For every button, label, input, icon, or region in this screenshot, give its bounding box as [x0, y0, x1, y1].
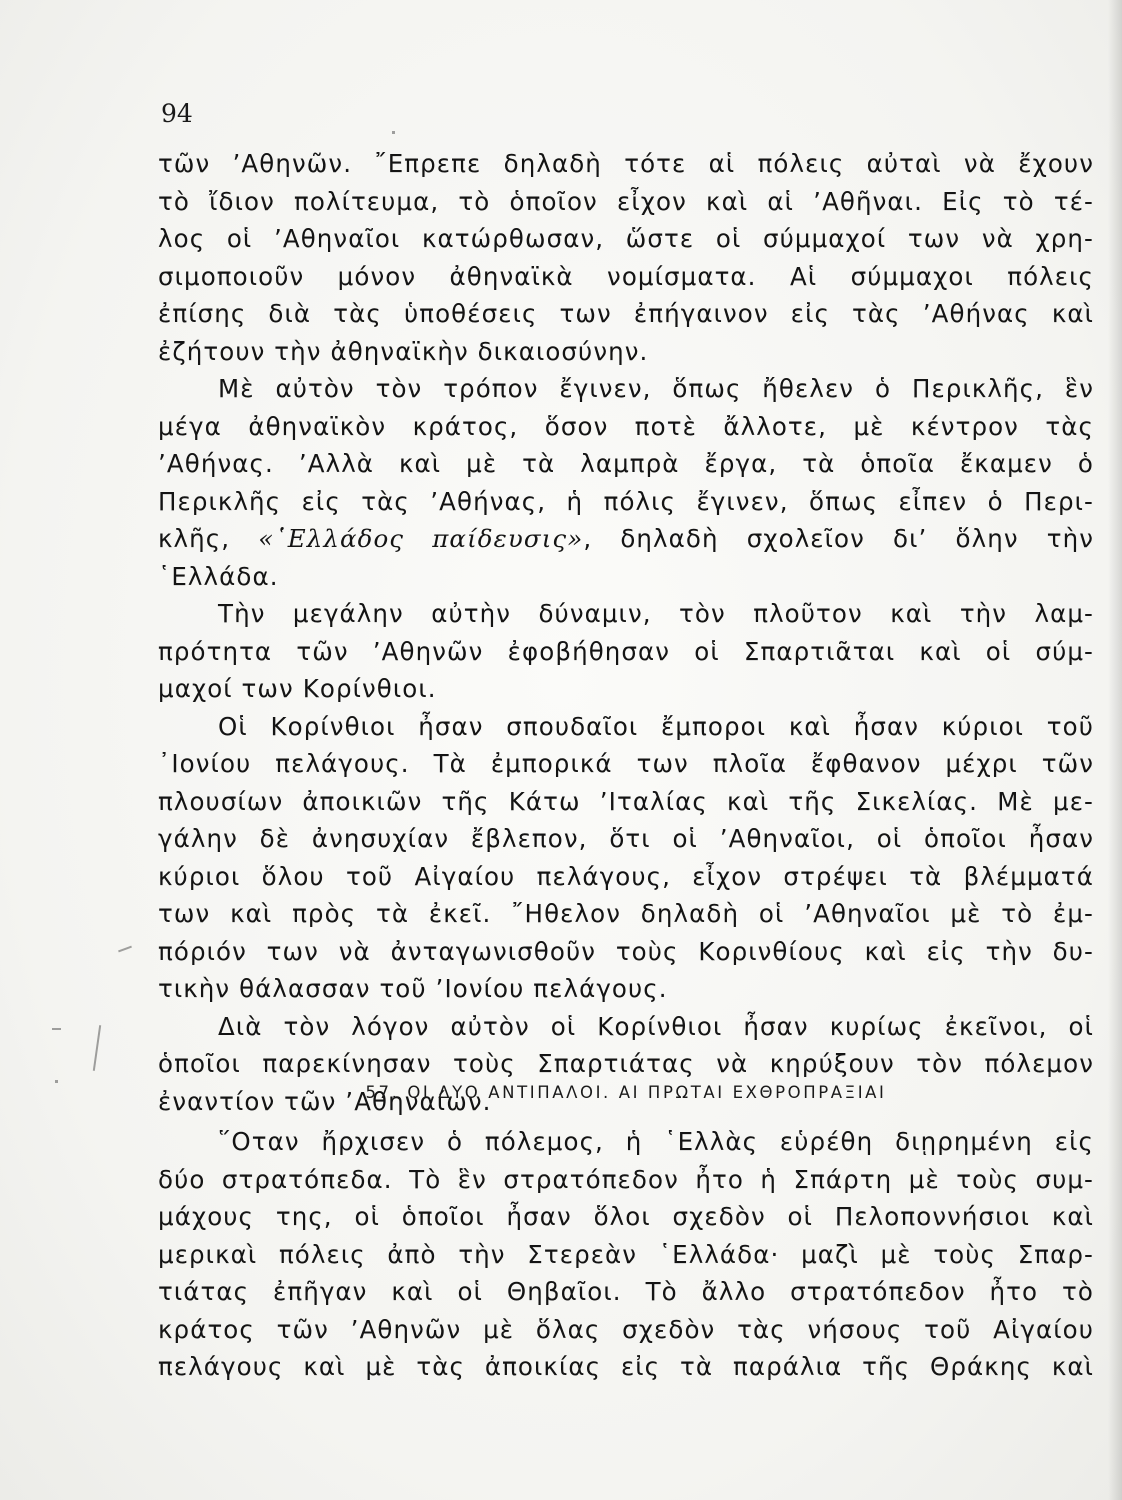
text-line: ὁποῖοι παρεκίνησαν τοὺς Σπαρτιάτας νὰ κηρύξουν τὸν πόλεμον — [158, 1049, 1094, 1078]
text-line: ῞Οταν ἤρχισεν ὁ πόλεμος, ἡ ῾Ελλὰς εὑρέθη διῃρημένη εἰς — [218, 1127, 1094, 1156]
text-line: ἐζήτουν τὴν ἀθηναϊκὴν δικαιοσύνην. — [158, 336, 649, 366]
text-line: των καὶ πρὸς τὰ ἐκεῖ. ῎Ηθελον δηλαδὴ οἱ ’Αθηναῖοι μὲ τὸ ἐμ- — [158, 899, 1094, 928]
text-line: τιάτας ἐπῆγαν καὶ οἱ Θηβαῖοι. Τὸ ἄλλο στρατόπεδον ἦτο τὸ — [158, 1277, 1094, 1306]
text-line: μάχους της, οἱ ὁποῖοι ἦσαν ὅλοι σχεδὸν οἱ Πελοποννήσιοι καὶ — [158, 1202, 1094, 1231]
text-line-with-quote — [158, 520, 1094, 558]
scan-speck — [93, 1025, 101, 1071]
text-line: τὸ ἴδιον πολίτευμα, τὸ ὁποῖον εἶχον καὶ αἱ ’Αθῆναι. Εἰς τὸ τέ- — [158, 186, 1094, 216]
body-text-main — [158, 145, 1094, 1120]
text-line: Τὴν μεγάλην αὐτὴν δύναμιν, τὸν πλοῦτον καὶ τὴν λαμ- — [218, 599, 1094, 628]
text-line: Περικλῆς εἰς τὰς ’Αθήνας, ἡ πόλις ἔγινεν, ὅπως εἶπεν ὁ Περι- — [158, 486, 1094, 516]
text-line: τῶν ’Αθηνῶν. ῎Επρεπε δηλαδὴ τότε αἱ πόλεις αὐταὶ νὰ ἔχουν — [158, 149, 1094, 178]
text-fragment: , δηλαδὴ σχολεῖον δι’ ὅλην τὴν — [583, 524, 1094, 553]
body-text-section — [158, 1123, 1094, 1386]
text-line: μερικαὶ πόλεις ἀπὸ τὴν Στερεὰν ῾Ελλάδα· μαζὶ μὲ τοὺς Σπαρ- — [158, 1239, 1094, 1269]
text-line: κύριοι ὅλου τοῦ Αἰγαίου πελάγους, εἶχον στρέψει τὰ βλέμματά — [158, 861, 1094, 891]
text-line: ἐναντίον τῶν ’Αθηναίων. — [158, 1086, 492, 1116]
text-line: Οἱ Κορίνθιοι ἦσαν σπουδαῖοι ἔμποροι καὶ ἦσαν κύριοι τοῦ — [218, 711, 1094, 741]
text-line: πελάγους καὶ μὲ τὰς ἀποικίας εἰς τὰ παράλια τῆς Θράκης καὶ — [158, 1352, 1094, 1381]
scan-speck — [392, 131, 395, 134]
italic-quote: «῾Ελλάδος παίδευσις» — [258, 524, 584, 553]
text-line: πόριόν των νὰ ἀνταγωνισθοῦν τοὺς Κορινθίους καὶ εἰς τὴν δυ- — [158, 936, 1094, 966]
text-line: ἐπίσης διὰ τὰς ὑποθέσεις των ἐπήγαινον εἰς τὰς ’Αθήνας καὶ — [158, 299, 1094, 328]
text-fragment: κλῆς, — [158, 524, 231, 553]
section-heading: 57. ΟΙ ΔΥΟ ΑΝΤΙΠΑΛΟΙ. ΑΙ ΠΡΩΤΑΙ ΕΧΘΡΟΠΡΑΞΙΑΙ — [365, 1083, 887, 1102]
text-line: Μὲ αὐτὸν τὸν τρόπον ἔγινεν, ὅπως ἤθελεν ὁ Περικλῆς, ἓν — [218, 374, 1094, 403]
text-line: λος οἱ ’Αθηναῖοι κατώρθωσαν, ὥστε οἱ σύμμαχοί των νὰ χρη- — [158, 224, 1094, 253]
text-line: μαχοί των Κορίνθιοι. — [158, 674, 437, 703]
scan-speck — [118, 946, 132, 953]
text-line: πρότητα τῶν ’Αθηνῶν ἐφοβήθησαν οἱ Σπαρτιᾶται καὶ οἱ σύμ- — [158, 636, 1094, 666]
text-line: Διὰ τὸν λόγον αὐτὸν οἱ Κορίνθιοι ἦσαν κυρίως ἐκεῖνοι, οἱ — [218, 1011, 1094, 1041]
text-line: μέγα ἀθηναϊκὸν κράτος, ὅσον ποτὲ ἄλλοτε, μὲ κέντρον τὰς — [158, 411, 1094, 441]
text-line: γάλην δὲ ἀνησυχίαν ἔβλεπον, ὅτι οἱ ’Αθηναῖοι, οἱ ὁποῖοι ἦσαν — [158, 824, 1094, 853]
page-number: 94 — [161, 99, 193, 128]
text-line: τικὴν θάλασσαν τοῦ ’Ιονίου πελάγους. — [158, 974, 668, 1003]
text-line: ’Αθήνας. ’Αλλὰ καὶ μὲ τὰ λαμπρὰ ἔργα, τὰ ὁποῖα ἔκαμεν ὁ — [158, 449, 1094, 478]
scan-speck — [52, 1028, 61, 1030]
text-line: πλουσίων ἀποικιῶν τῆς Κάτω ’Ιταλίας καὶ τῆς Σικελίας. Μὲ με- — [158, 786, 1094, 816]
text-line: ῾Ελλάδα. — [158, 561, 279, 591]
text-line: δύο στρατόπεδα. Τὸ ἓν στρατόπεδον ἦτο ἡ Σπάρτη μὲ τοὺς συμ- — [158, 1164, 1094, 1194]
text-line: κράτος τῶν ’Αθηνῶν μὲ ὅλας σχεδὸν τὰς νήσους τοῦ Αἰγαίου — [158, 1314, 1094, 1344]
text-line: ᾿Ιονίου πελάγους. Τὰ ἐμπορικά των πλοῖα ἔφθανον μέχρι τῶν — [158, 749, 1094, 778]
text-line: σιμοποιοῦν μόνον ἀθηναϊκὰ νομίσματα. Αἱ σύμμαχοι πόλεις — [158, 261, 1094, 291]
page-edge-shadow — [1108, 0, 1122, 1500]
scan-speck — [55, 1080, 58, 1083]
